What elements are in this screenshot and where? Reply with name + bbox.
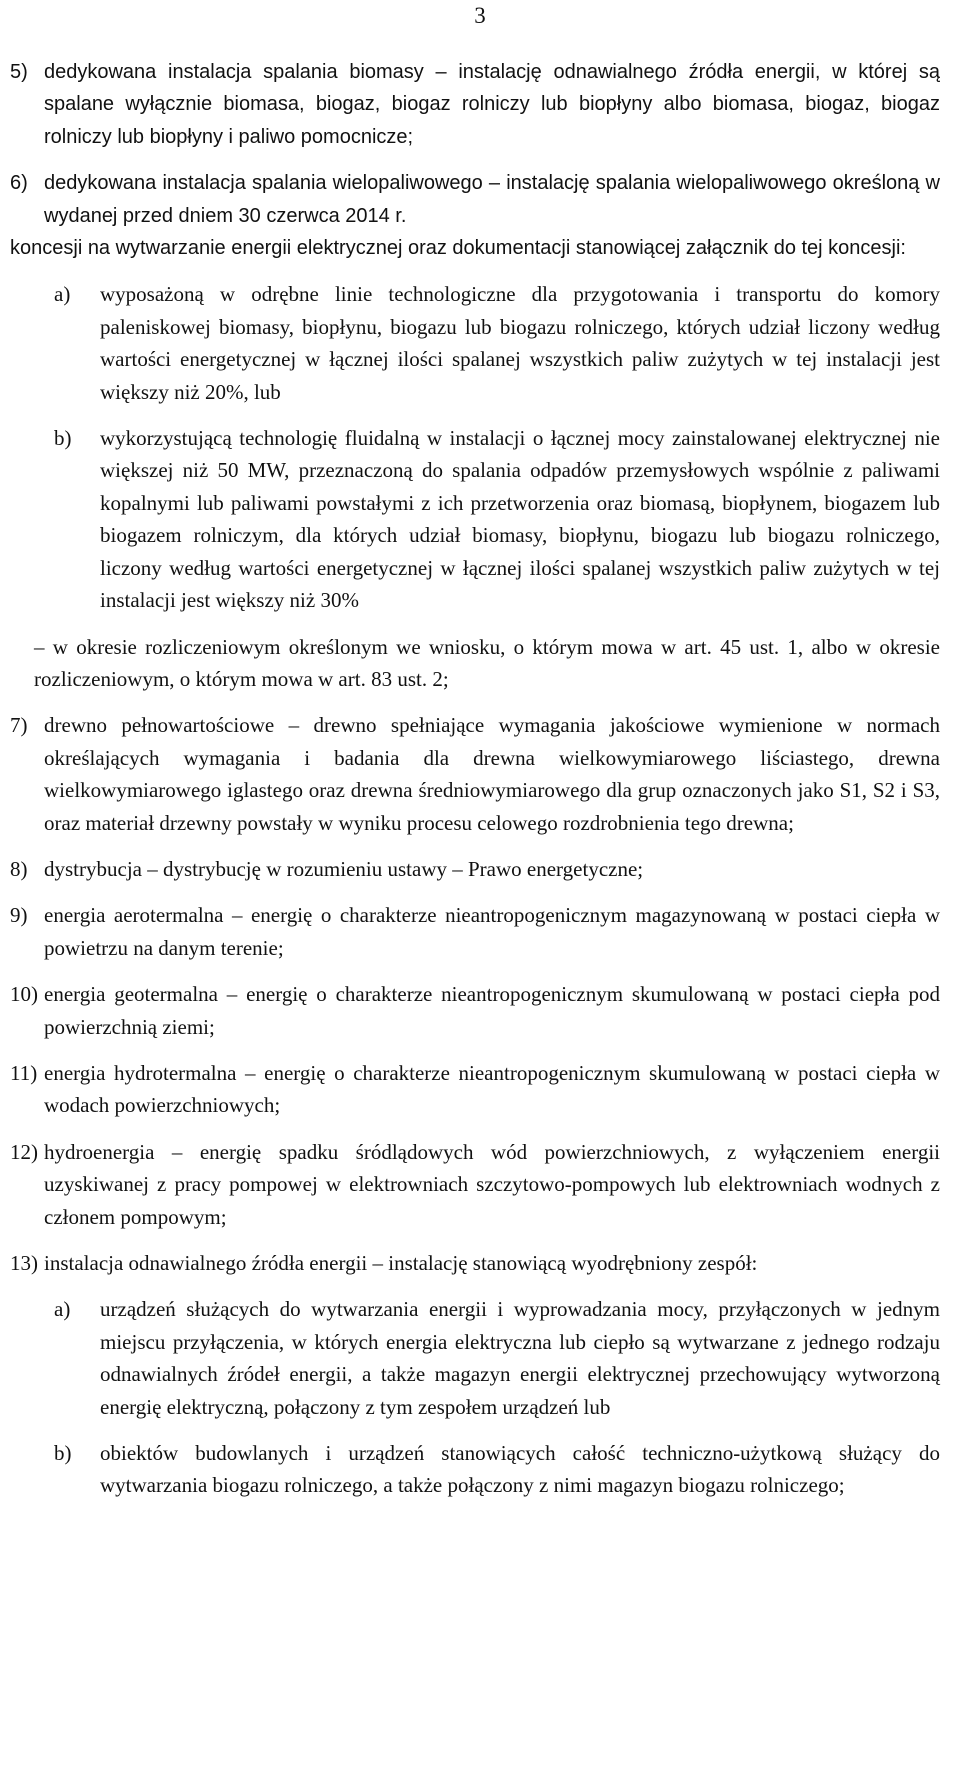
item-number: 13) bbox=[10, 1251, 38, 1275]
subitem-text: urządzeń służących do wytwarzania energii i wyprowadzania mocy, przyłączonych w jednym miejscu przyłączenia, w których energia elektryczna lub ciepło są wytwarzane z jednego rodzaju odnawialnych źródeł energii, a także magazyn energii elektrycznej przechowujący wytworzoną energię elektryczną, połączony z tym zespołem urządzeń lub bbox=[100, 1297, 940, 1419]
item-text-continuation: koncesji na wytwarzanie energii elektrycznej oraz dokumentacji stanowiącej załącznik do tej koncesji: bbox=[10, 237, 906, 260]
definition-item-6 bbox=[10, 167, 940, 695]
subitem-a bbox=[44, 278, 940, 408]
subitem-a bbox=[44, 1293, 940, 1423]
item-number: 6) bbox=[10, 172, 28, 195]
subitem-label: a) bbox=[54, 1297, 71, 1322]
item-number: 7) bbox=[10, 713, 28, 738]
item-text: instalacja odnawialnego źródła energii – instalację stanowiącą wyodrębniony zespół: bbox=[44, 1251, 758, 1275]
closing-clause: – w okresie rozliczeniowym określonym we wniosku, o którym mowa w art. 45 ust. 1, albo w okresie rozliczeniowym, o którym mowa w art. 83 ust. 2; bbox=[34, 634, 940, 691]
item-text: dystrybucja – dystrybucję w rozumieniu ustawy – Prawo energetyczne; bbox=[44, 856, 644, 881]
definition-item-12 bbox=[10, 1136, 940, 1233]
subitem-text: obiektów budowlanych i urządzeń stanowiących całość techniczno-użytkową służący do wytwarzania biogazu rolniczego, a także połączony z nimi magazyn biogazu rolniczego; bbox=[100, 1441, 940, 1498]
page-number: 3 bbox=[474, 3, 486, 28]
definition-item-5 bbox=[10, 56, 940, 153]
definition-item-13 bbox=[10, 1247, 940, 1502]
definitions-list bbox=[10, 56, 940, 1516]
item-number: 5) bbox=[10, 61, 28, 83]
item-number: 8) bbox=[10, 856, 28, 881]
definition-item-10 bbox=[10, 978, 940, 1043]
subitem-b bbox=[44, 1437, 940, 1502]
subitem-label: b) bbox=[54, 1441, 72, 1466]
definition-item-11 bbox=[10, 1057, 940, 1122]
subitem-text: wykorzystującą technologię fluidalną w instalacji o łącznej mocy zainstalowanej elektrycznej nie większej niż 50 MW, przeznaczoną do spalania odpadów przemysłowych wspólnie z paliwami kopalnymi lub paliwami powstałymi z ich przetworzenia oraz biomasą, biopłynem, biogazem lub biogazem rolniczym, dla których udział biomasy, biopłynu, biogazu lub biogazu rolniczego, liczony według wartości energetycznej w łącznej ilości spalanej wszystkich paliw zużytych w tej instalacji jest większy niż 30% bbox=[100, 426, 940, 613]
item-text: energia geotermalna – energię o charakterze nieantropogenicznym skumulowaną w postaci ciepła pod powierzchnią ziemi; bbox=[44, 982, 940, 1039]
definition-item-8 bbox=[10, 853, 940, 885]
subitem-label: a) bbox=[54, 282, 71, 307]
item-number: 11) bbox=[10, 1060, 38, 1085]
subitem-b bbox=[44, 422, 940, 616]
subitem-label: b) bbox=[54, 426, 72, 451]
item-text: energia hydrotermalna – energię o charakterze nieantropogenicznym skumulowaną w postaci ciepła w wodach powierzchniowych; bbox=[44, 1060, 940, 1118]
item-text: hydroenergia – energię spadku śródlądowych wód powierzchniowych, z wyłączeniem energii uzyskiwanej z pracy pompowej w elektrowniach szczytowo-pompowych lub elektrowniach wodnych z członem pompowym; bbox=[44, 1139, 940, 1229]
item-text: dedykowana instalacja spalania wielopaliwowego – instalację spalania wielopaliwowego określoną w wydanej przed dniem 30 czerwca 2014 r. bbox=[44, 172, 940, 227]
item-text: drewno pełnowartościowe – drewno spełniające wymagania jakościowe wymienione w normach określających wymagania i badania dla drewna wielkowymiarowego liściastego, drewna wielkowymiarowego iglastego oraz drewna średniowymiarowego dla grup oznaczonych jako S1, S2 i S3, oraz materiał drzewny powstały w wyniku procesu celowego rozdrobnienia tego drewna; bbox=[44, 713, 940, 835]
subitem-text: wyposażoną w odrębne linie technologiczne dla przygotowania i transportu do komory paleniskowej biomasy, biopłynu, biogazu lub biogazu rolniczego, których udział liczony według wartości energetycznej w łącznej ilości spalanej wszystkich paliw zużytych w tej instalacji jest większy niż 20%, lub bbox=[100, 282, 940, 404]
item-number: 12) bbox=[10, 1139, 38, 1164]
item-text: dedykowana instalacja spalania biomasy – instalację odnawialnego źródła energii, w której są spalane wyłącznie biomasa, biogaz, biogaz rolniczy lub biopłyny albo biomasa, biogaz, biogaz rolniczy lub biopłyny i paliwo pomocnicze; bbox=[44, 61, 940, 148]
definition-item-9 bbox=[10, 899, 940, 964]
item-number: 9) bbox=[10, 903, 28, 928]
definition-item-7 bbox=[10, 709, 940, 839]
item-number: 10) bbox=[10, 982, 38, 1007]
item-text: energia aerotermalna – energię o charakterze nieantropogenicznym magazynowaną w postaci ciepła w powietrzu na danym terenie; bbox=[44, 903, 940, 960]
